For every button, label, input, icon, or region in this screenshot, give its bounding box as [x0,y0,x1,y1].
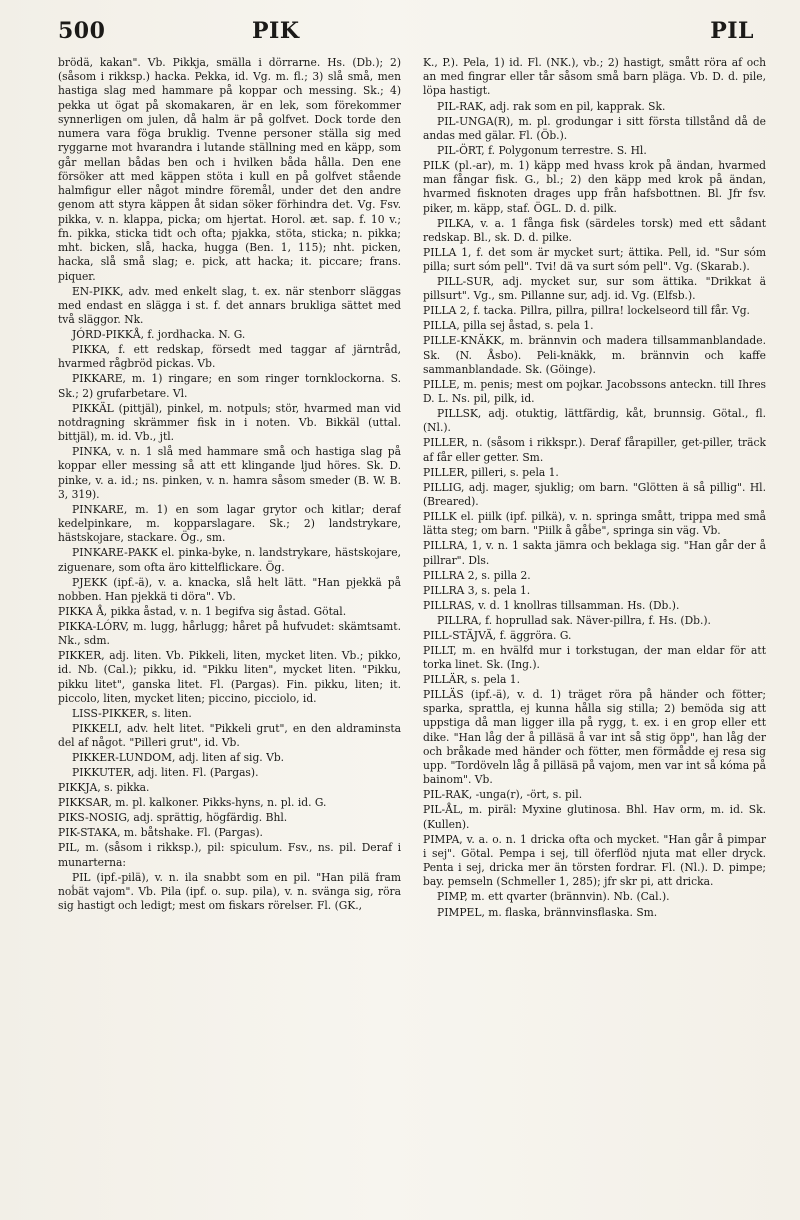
dictionary-entry: PILLA 2, f. tacka. Pillra, pillra, pillra! lockelseord till får. Vg. [423,304,750,318]
dictionary-entry: PIMP, m. ett qvarter (brännvin). Nb. (Cal.). [437,890,670,904]
dictionary-entry: PILLÄR, s. pela 1. [423,672,520,686]
dictionary-entry: PIMPEL, m. flaska, brännvinsflaska. Sm. [437,905,658,919]
dictionary-entry: PILLK el. piilk (ipf. pilkä), v. n. springa smått, trippa med små lätta steg; om barn. "Piilk å gåḃe", springa sin väg. Vb. [423,510,766,538]
dictionary-entry: PIKKA-LÓRV, m. lugg, hårlugg; håret på hufvudet: skämtsamt. Nk., sdm. [58,619,401,648]
dictionary-entry: PIKKELI, adv. helt litet. "Pikkeli grut", en den aldraminsta del af något. "Pilleri grut", id. Vb. [58,721,401,750]
left-running-head: PIK [252,18,300,44]
dictionary-entry: PIL-ÅL, m. piräl: Myxine glutinosa. Bhl. Hav orm, m. id. Sk. (Kullen). [423,803,766,831]
page-number: 500 [58,18,106,44]
dictionary-entry: LISS-PIKKER, s. liten. [72,706,192,720]
dictionary-entry: PILLRA, f. hoprullad sak. Näver-pillra, f. Hs. (Db.). [437,613,711,627]
dictionary-entry: PIL-UNGA(R), m. pl. grodungar i sitt första tillstånd då de andas med gälar. Fl. (Öb.). [423,114,766,142]
dictionary-entry: PIKKER-LUNDOM, adj. liten af sig. Vb. [72,751,285,765]
dictionary-entry: PIKKUTER, adj. liten. Fl. (Pargas). [72,766,259,780]
dictionary-entry: PILL-SUR, adj. mycket sur, sur som ättika. "Drikkat ä pillsurt". Vg., sm. Pillanne sur, adj. id. Vg. (Elfsb.). [423,275,766,303]
dictionary-entry: PILLRA 2, s. pilla 2. [423,568,531,582]
dictionary-entry: PIL-ÖRT, f. Polygonum terrestre. S. Hl. [437,143,647,157]
dictionary-entry: PIMPA, v. a. o. n. 1 dricka ofta och mycket. "Han går å pimpar i sej". Götal. Pempa i sej, till öferflöd njuta mat eller dryck. Penta i sej, dricka mer än törsten fordrar. Fl. (Nl.). D. pimpe; bay. pemseln (Schmeller 1, 285); jfr skr pi, att dricka. [423,832,766,889]
dictionary-entry: EN-PIKK, adv. med enkelt slag, t. ex. när stenborr släggas med endast en slägga i st. f. det annars brukliga sättet med två släggor. Nk. [58,284,401,327]
dictionary-entry: PILLIG, adj. mager, sjuklig; om barn. "Glötten ä så pillig". Hl. (Breared). [423,480,766,508]
dictionary-entry: PILLE, m. penis; mest om pojkar. Jacobssons anteckn. till Ihres D. L. Ns. pil, pilk, id. [423,377,766,406]
dictionary-entry: PIKKJA, s. pikka. [58,781,150,795]
dictionary-entry: PIKKA Å, pikka åstad, v. n. 1 begifva sig åstad. Götal. [58,604,347,618]
dictionary-entry: PILLRAS, v. d. 1 knollras tillsamman. Hs. (Db.). [423,598,680,612]
dictionary-entry: PILLÄS (ipf.-ä), v. d. 1) träget röra på händer och fötter; sparka, sprattla, ej kunna hålla sig stilla; 2) bemöda sig att uppstiga då man ligger illa på rygg, t. ex. i en grop eller ett dike. "Han låg der å pilläsä å var int så stig öpp", han låg der och bråkade med händer och fötter, men förmådde ej resa sig upp. "Tordöveln låg å pilläsä på vajom, men var int så kóma på bainom". Vb. [423,688,766,787]
dictionary-entry: PIL-RAK, adj. rak som en pil, kapprak. Sk. [437,99,666,113]
dictionary-entry: PILKA, v. a. 1 fånga fisk (särdeles torsk) med ett sådant redskap. Bl., sk. D. d. pilke. [423,216,766,244]
dictionary-entry: PILLSK, adj. otuktig, lättfärdig, kåt, brunnsig. Götal., fl. (Nl.). [423,407,766,435]
dictionary-entry: PILLER, pilleri, s. pela 1. [423,465,559,479]
dictionary-entry: PJEKK (ipf.-ä), v. a. knacka, slå helt lätt. "Han pjekkä på nobben. Han pjekkä ti döra". Vb. [58,575,401,603]
dictionary-entry: PIL, m. (såsom i rikksp.), pil: spiculum. Fsv., ns. pil. Deraf i munarterna: [58,841,401,869]
dictionary-entry: PIKKÄL (pittjäl), pinkel, m. notpuls; stör, hvarmed man vid notdragning skrämmer fisk in i noten. Vb. Bikkäl (uttal. bittjäl), m. id. Vb., jtl. [58,401,401,444]
dictionary-entry: PIKKSAR, m. pl. kalkoner. Pikks-hyns, n. pl. id. G. [58,796,327,810]
dictionary-entry: PIKS-NOSIG, adj. sprättig, högfärdig. Bhl. [58,811,288,825]
two-column-body [58,56,766,1202]
dictionary-entry: PINKARE, m. 1) en som lagar grytor och kitlar; deraf kedelpinkare, m. kopparslagare. Sk.; 2) landstrykare, hästskojare, stackare. Ög., sm. [58,502,401,545]
dictionary-entry: PILLT, m. en hvälfd mur i torkstugan, der man eldar för att torka linet. Sk. (Ing.). [423,643,766,671]
dictionary-entry: PILLRA 3, s. pela 1. [423,583,531,597]
dictionary-entry: PILLER, n. (såsom i rikkspr.). Deraf fårapiller, get-piller, träck af får eller getter. Sm. [423,436,766,464]
right-column [423,56,766,1202]
dictionary-entry: K., P.). Pela, 1) id. Fl. (NK.), vb.; 2) hastigt, smått röra af och an med fingrar eller tår såsom små barn pläga. Vb. D. d. pile, löpa hastigt. [423,56,766,98]
dictionary-entry: brödä, kakan". Vb. Pikkja, smälla i dörrarne. Hs. (Db.); 2) (såsom i rikksp.) hacka. Pekka, id. Vg. m. fl.; 3) slå små, men hastiga slag med hammare på koppar och messing. Sk.; 4) pekka ut ögat på skomakaren, är en lek, som förekommer synnerligen om julen, då halm är på golfvet. Dock torde den numera vara föga bruklig. Tvenne personer ställa sig med ryggarne mot hvarandra i lutande ställning med en käpp, som går mellan bådas ben och i hvilken båda hålla. Den ene försöker att med käppen stöta i kull en på golfvet stående halmfigur eller något mindre föremål, under det den andre genom att styra käppen åt sidan söker förhindra det. Vg. Fsv. pikka, v. n. klappa, picka; om hjertat. Horol. æt. sap. f. 10 v.; fn. pikka, sticka tidt och ofta; pjakka, stöta, sticka; n. pikka; mht. bicken, slå, hacka, hugga (Ben. 1, 115); nht. picken, hacka, slå små slag; e. pick, att hacka; it. piccare; frans. piquer. [58,56,401,283]
dictionary-entry: PILK (pl.-ar), m. 1) käpp med hvass krok på ändan, hvarmed man fångar fisk. G., bl.; 2) den käpp med krok på ändan, hvarmed fisknoten drages upp från hafsbottnen. Bl. Jfr fsv. piker, m. käpp, staf. ÖGL. D. d. pilk. [423,158,766,215]
dictionary-entry: PILLA, pilla sej åstad, s. pela 1. [423,319,594,333]
dictionary-entry: PIL (ipf.-pilä), v. n. ila snabbt som en pil. "Han pilä fram noḃät vajom". Vb. Pila (ipf. o. sup. pila), v. n. svänga sig, röra sig hastigt och ledigt; mest om fiskars rörelser. Fl. (GK., [58,870,401,913]
dictionary-entry: PIKKER, adj. liten. Vb. Pikkeli, liten, mycket liten. Vb.; pikko, id. Nb. (Cal.); pikku, id. "Pikku liten", mycket liten. "Pikku, pikku litet", ganska litet. Fl. (Pargas). Fin. pikku, liten; it. piccolo, liten, mycket liten; piccino, picciolo, id. [58,649,401,705]
page-header [58,20,766,56]
dictionary-entry: JÓRD-PIKKÅ, f. jordhacka. N. G. [72,328,246,342]
dictionary-entry: PILL-STÄJVÄ, f. äggröra. G. [423,628,572,642]
right-running-head: PIL [710,18,754,44]
dictionary-entry: PILLA 1, f. det som är mycket surt; ättika. Pell, id. "Sur sóm pilla; surt sóm pell". Tvi! dä va surt sóm pell". Vg. (Skarab.). [423,245,766,274]
dictionary-entry: PILLRA, 1, v. n. 1 sakta jämra och beklaga sig. "Han går der å pillrar". Dls. [423,539,766,567]
left-column [58,56,401,1202]
dictionary-entry: PIKKA, f. ett redskap, försedt med taggar af järntråd, hvarmed rågbröd pickas. Vb. [58,343,401,371]
dictionary-entry: PIK-STAKA, m. båtshake. Fl. (Pargas). [58,826,263,840]
dictionary-entry: PILLE-KNÄKK, m. brännvin och madera tillsammanblandade. Sk. (N. Åsbo). Peli-knäkk, m. brännvin och kaffe sammanblandade. Sk. (Göinge). [423,334,766,376]
dictionary-entry: PINKARE-PAKK el. pinka-byke, n. landstrykare, hästskojare, ziguenare, som ofta äro kittelflickare. Ög. [58,546,401,574]
dictionary-entry: PIKKARE, m. 1) ringare; en som ringer tornklockorna. S. Sk.; 2) grufarbetare. Vl. [58,372,401,400]
dictionary-entry: PIL-RAK, -unga(r), -ört, s. pil. [423,788,583,802]
dictionary-entry: PINKA, v. n. 1 slå med hammare små och hastiga slag på koppar eller messing så att ett klingande ljud höres. Sk. D. pinke, v. a. id.; ns. pinken, v. n. hamra såsom smeder (B. W. B. 3, 319). [58,445,401,501]
